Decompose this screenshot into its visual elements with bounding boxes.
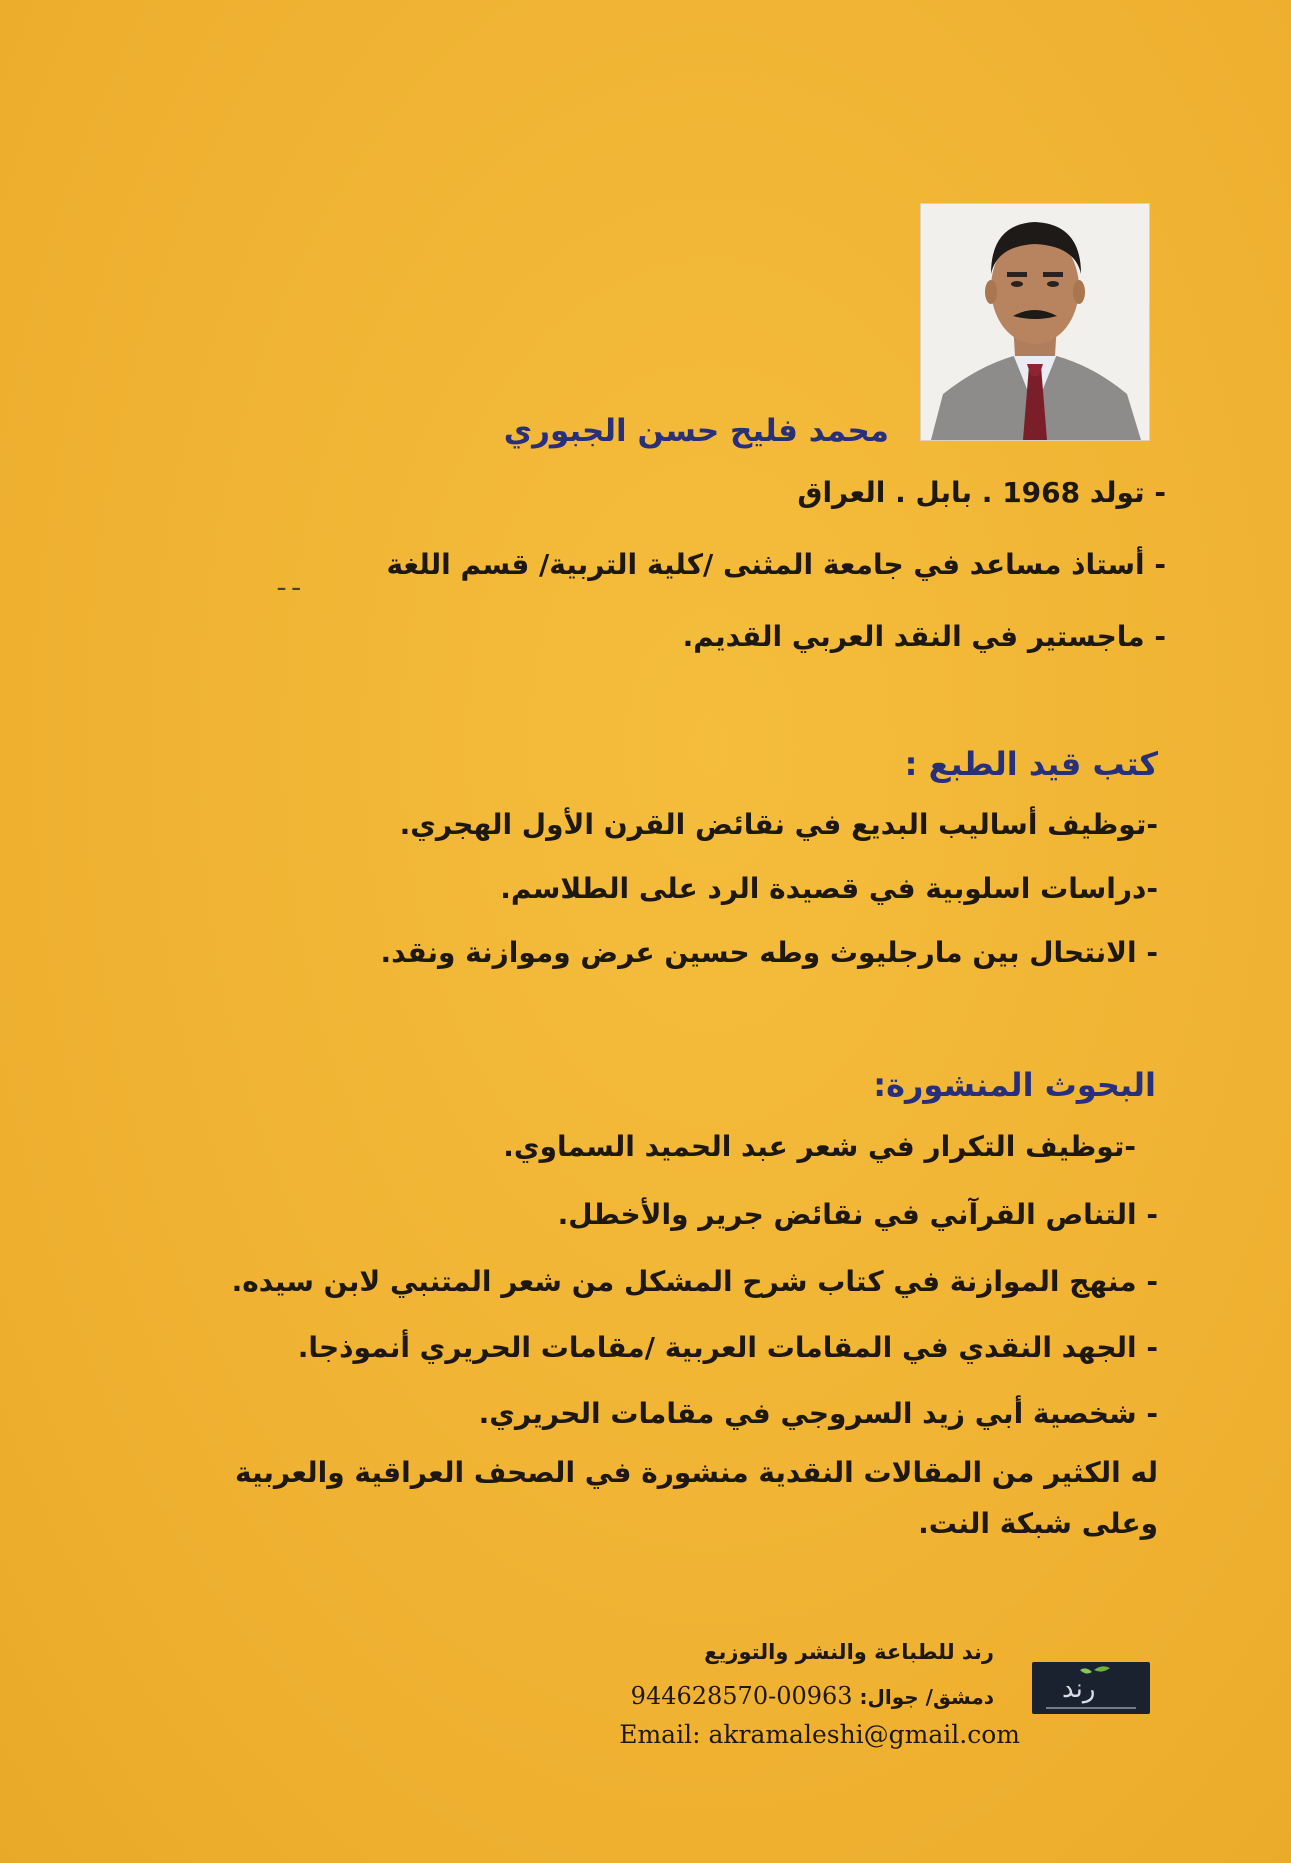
publisher-phone: 00963-944628570: [630, 1682, 853, 1710]
publisher-name: رند للطباعة والنشر والتوزيع: [704, 1640, 994, 1664]
research-item: - شخصية أبي زيد السروجي في مقامات الحريري.: [478, 1397, 1158, 1430]
bio-line-degree: - ماجستير في النقد العربي القديم.: [682, 620, 1166, 653]
research-item: - التناص القرآني في نقائض جرير والأخطل.: [557, 1198, 1158, 1231]
research-item: - الجهد النقدي في المقامات العربية /مقامات الحريري أنموذجا.: [297, 1331, 1158, 1364]
research-heading: البحوث المنشورة:: [873, 1066, 1156, 1104]
bio-line-position: - أستاذ مساعد في جامعة المثنى /كلية التربية/ قسم اللغة: [386, 548, 1166, 581]
research-item: - منهج الموازنة في كتاب شرح المشكل من شعر المتنبي لابن سيده.: [231, 1265, 1158, 1298]
forthcoming-item: -توظيف أساليب البديع في نقائض القرن الأول الهجري.: [399, 808, 1158, 841]
author-name: محمد فليح حسن الجبوري: [503, 413, 889, 449]
forthcoming-item: -دراسات اسلوبية في قصيدة الرد على الطلاسم.: [500, 872, 1158, 905]
publisher-city-label: دمشق/ جوال:: [859, 1685, 994, 1709]
publisher-email: Email: akramaleshi@gmail.com: [619, 1720, 1020, 1749]
articles-line: وعلى شبكة النت.: [918, 1507, 1158, 1540]
forthcoming-item: - الانتحال بين مارجليوث وطه حسين عرض وموازنة ونقد.: [380, 936, 1158, 969]
author-photo: [920, 203, 1150, 441]
forthcoming-heading: كتب قيد الطبع :: [904, 745, 1158, 783]
publisher-logo-text: رند: [1062, 1674, 1096, 1704]
research-item: -توظيف التكرار في شعر عبد الحميد السماوي.: [503, 1130, 1136, 1163]
author-portrait-image: [921, 204, 1149, 440]
faded-text-mark: ـ ـ: [278, 568, 300, 596]
publisher-logo: [1032, 1662, 1150, 1714]
publisher-contact: [631, 1682, 994, 1710]
bio-line-birth: - تولد 1968 . بابل . العراق: [797, 476, 1166, 509]
publisher-block: [600, 1640, 1160, 1760]
articles-line: له الكثير من المقالات النقدية منشورة في الصحف العراقية والعربية: [234, 1456, 1158, 1489]
